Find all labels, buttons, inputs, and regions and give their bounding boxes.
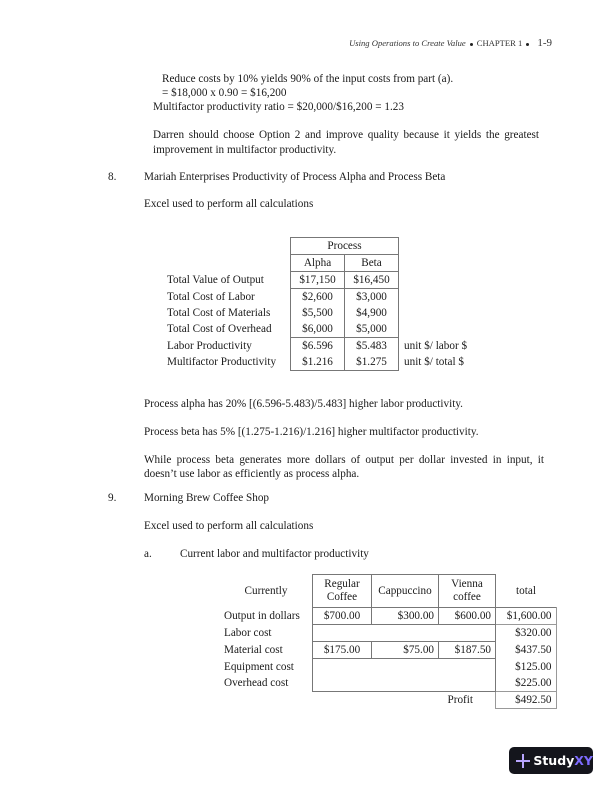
row-label: Total Cost of Labor: [167, 290, 255, 303]
cell-beta: $5,000: [345, 321, 399, 338]
table-row: [167, 305, 494, 321]
table-row: [167, 272, 494, 289]
row-label: Multifactor Productivity: [167, 356, 277, 369]
process-group-header: Process: [291, 238, 399, 255]
cell-total: $1,600.00: [496, 608, 557, 625]
empty-span: [313, 659, 496, 676]
cell-vienna: $600.00: [439, 608, 496, 625]
header-line: Vienna: [451, 578, 483, 590]
intro-conclusion: Darren should choose Option 2 and improve quality because it yields the greatest improvement in multifactor productivity.: [153, 129, 539, 156]
bullet-icon: [526, 43, 529, 46]
table-row: [167, 289, 494, 306]
row-label: Equipment cost: [224, 660, 294, 673]
intro-line-3: Multifactor productivity ratio = $20,000/$16,200 = 1.23: [153, 101, 404, 113]
problem-9-title: Morning Brew Coffee Shop: [144, 492, 270, 504]
cell-alpha: $1.216: [291, 354, 345, 371]
column-header-beta: Beta: [345, 255, 399, 272]
header-line: Coffee: [326, 591, 358, 603]
row-label: Output in dollars: [224, 610, 300, 622]
problem-8-number: 8.: [108, 171, 117, 183]
plus-icon: [516, 754, 528, 768]
unit-label: unit $/ labor $: [404, 339, 468, 352]
problem-8-title: Mariah Enterprises Productivity of Process Alpha and Process Beta: [144, 171, 446, 183]
empty-span: [313, 675, 496, 692]
cell-alpha: $5,500: [291, 305, 345, 321]
page-number: 1-9: [537, 37, 552, 49]
cell-alpha: $6,000: [291, 321, 345, 338]
column-header-total: total: [516, 584, 536, 597]
row-label: Labor cost: [224, 627, 272, 639]
table-row: [224, 659, 556, 676]
cell-total: $225.00: [496, 675, 557, 692]
row-label: Labor Productivity: [167, 339, 252, 352]
header-line: coffee: [453, 591, 481, 603]
part-a-letter: a.: [144, 548, 152, 560]
brand-accent: XY: [574, 752, 593, 768]
finding-summary: While process beta generates more dollars of output per dollar invested in input, it doesn’t use labor as efficiently as process alpha.: [144, 454, 544, 480]
brand-name: [533, 753, 593, 769]
table-header-row: [167, 255, 494, 272]
cell-vienna: $187.50: [439, 642, 496, 659]
cell-regular: $700.00: [313, 608, 372, 625]
unit-label: unit $/ total $: [404, 356, 464, 369]
problem-9-note: Excel used to perform all calculations: [144, 520, 314, 532]
table-row: [167, 354, 494, 371]
intro-line-2: = $18,000 x 0.90 = $16,200: [162, 87, 287, 99]
cell-cappuccino: $75.00: [372, 642, 439, 659]
cell-beta: $1.275: [345, 354, 399, 371]
table-header-row: [167, 238, 494, 255]
cell-alpha: $17,150: [291, 272, 345, 289]
row-label: Total Value of Output: [167, 274, 264, 286]
cell-total: $125.00: [496, 659, 557, 676]
chapter-label: CHAPTER 1: [476, 38, 523, 48]
corner-label: Currently: [244, 585, 288, 597]
column-header-alpha: Alpha: [291, 255, 345, 272]
cell-beta: $5.483: [345, 338, 399, 355]
table-row: [224, 642, 556, 659]
row-label: Material cost: [224, 644, 283, 656]
finding-multifactor: Process beta has 5% [(1.275-1.216)/1.216] higher multifactor productivity.: [144, 426, 479, 438]
process-table: [167, 237, 494, 371]
row-label: Total Cost of Materials: [167, 307, 271, 319]
brand-main: Study: [533, 752, 575, 768]
cell-total: $492.50: [496, 692, 557, 709]
cell-alpha: $6.596: [291, 338, 345, 355]
cell-beta: $4,900: [345, 305, 399, 321]
profit-label: Profit: [447, 694, 473, 707]
part-a-title: Current labor and multifactor productivity: [180, 548, 369, 560]
row-label: Total Cost of Overhead: [167, 323, 272, 336]
problem-8-note: Excel used to perform all calculations: [144, 198, 314, 210]
column-header-cappuccino: Cappuccino: [372, 575, 439, 608]
intro-line-1: Reduce costs by 10% yields 90% of the input costs from part (a).: [162, 73, 454, 85]
table-row: [224, 625, 556, 642]
cell-beta: $3,000: [345, 289, 399, 306]
table-header-row: [224, 575, 556, 608]
column-header-regular: [313, 575, 372, 608]
book-title: Using Operations to Create Value: [349, 38, 466, 48]
coffee-table: [224, 574, 557, 709]
column-header-vienna: [439, 575, 496, 608]
cell-cappuccino: $300.00: [372, 608, 439, 625]
bullet-icon: [470, 43, 473, 46]
table-row: [224, 608, 556, 625]
cell-total: $320.00: [496, 625, 557, 642]
table-row: [224, 675, 556, 692]
row-label: Overhead cost: [224, 677, 289, 690]
problem-9-number: 9.: [108, 492, 117, 504]
studyxy-badge[interactable]: [509, 747, 593, 774]
finding-labor: Process alpha has 20% [(6.596-5.483)/5.483] higher labor productivity.: [144, 398, 463, 410]
empty-span: [313, 625, 496, 642]
header-line: Regular: [324, 578, 360, 590]
cell-total: $437.50: [496, 642, 557, 659]
cell-regular: $175.00: [313, 642, 372, 659]
table-row: [167, 321, 494, 338]
cell-alpha: $2,600: [291, 289, 345, 306]
table-row: [224, 692, 556, 709]
cell-beta: $16,450: [345, 272, 399, 289]
table-row: [167, 338, 494, 355]
running-header: [349, 37, 552, 51]
